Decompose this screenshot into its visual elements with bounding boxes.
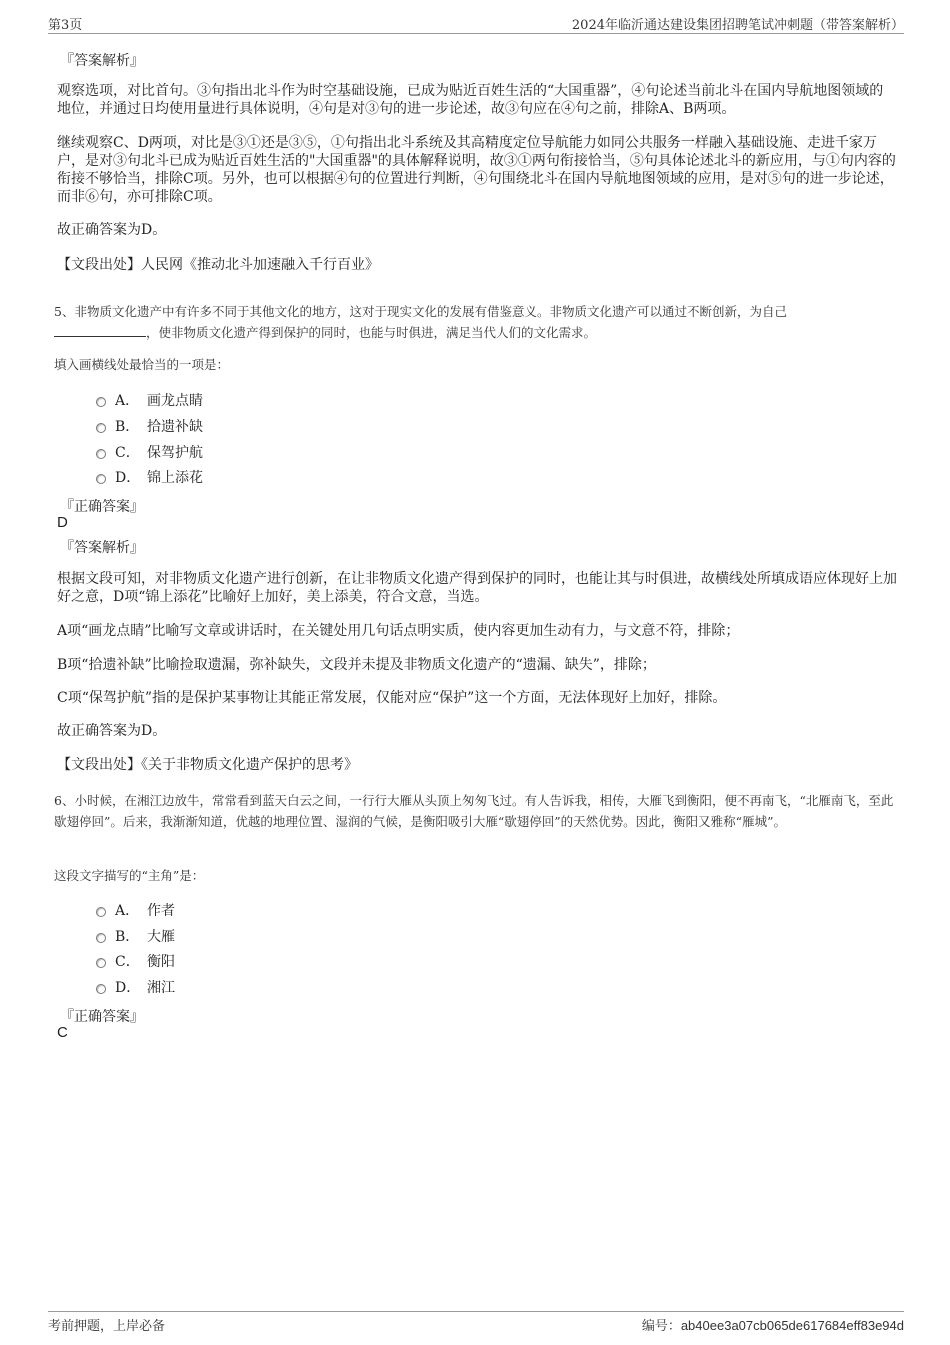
q4-analysis-label: 『答案解析』	[60, 53, 144, 69]
q5-stem-line1: 5、非物质文化遗产中有许多不同于其他文化的地方，这对于现实文化的发展有借鉴意义。非物质文化遗产可以通过不断创新，为自己	[54, 304, 787, 319]
footer-slogan: 考前押题，上岸必备	[48, 1319, 166, 1334]
q5-analysis-p1: 根据文段可知，对非物质文化遗产进行创新，在让非物质文化遗产得到保护的同时，也能让其与时俱进，故横线处所填成语应体现好上加好之意，D项“锦上添花”比喻好上加好，美上添美，符合文意，当选。	[57, 571, 897, 605]
radio-icon[interactable]	[96, 397, 106, 407]
radio-icon[interactable]	[96, 423, 106, 433]
q5-option-b[interactable]	[96, 416, 203, 436]
option-text: 保驾护航	[147, 445, 203, 461]
option-text: 湘江	[147, 980, 175, 996]
q5-option-a[interactable]	[96, 390, 203, 410]
document-title: 2024年临沂通达建设集团招聘笔试冲刺题（带答案解析）	[571, 18, 904, 33]
q4-source: 【文段出处】人民网《推动北斗加速融入千行百业》	[57, 257, 379, 273]
q5-option-c[interactable]	[96, 442, 203, 462]
q5-analysis-label: 『答案解析』	[60, 540, 144, 556]
q6-option-d[interactable]	[96, 977, 175, 997]
q4-analysis-p1: 观察选项，对比首句。③句指出北斗作为时空基础设施，已成为贴近百姓生活的“大国重器”，④句论述当前北斗在国内导航地图领域的地位，并通过日均使用量进行具体说明，④句是对③句的进一步论述，故③句应在④句之前，排除A、B两项。	[57, 83, 884, 117]
radio-icon[interactable]	[96, 449, 106, 459]
radio-icon[interactable]	[96, 933, 106, 943]
option-text: 锦上添花	[147, 470, 203, 486]
option-letter: D．	[115, 470, 141, 486]
q4-analysis-p2: 继续观察C、D两项，对比是③①还是③⑤，①句指出北斗系统及其高精度定位导航能力如同公共服务一样融入基础设施、走进千家万户，是对③句北斗已成为贴近百姓生活的"大国重器"的具体解释说明，故③①两句衔接恰当，⑤句具体论述北斗的新应用，与①句内容的衔接不够恰当，排除C项。另外，也可以根据④句的位置进行判断，④句围绕北斗在国内导航地图领域的应用，是对⑤句的进一步论述，而非⑥句，亦可排除C项。	[57, 135, 896, 205]
q6-stem: 6、小时候，在湘江边放牛，常常看到蓝天白云之间，一行行大雁从头顶上匆匆飞过。有人告诉我，相传，大雁飞到衡阳，便不再南飞，“北雁南飞，至此歇翅停回”。后来，我渐渐知道，优越的地理位置、湿润的气候，是衡阳吸引大雁“歇翅停回”的天然优势。因此，衡阳又雅称“雁城”。	[54, 793, 894, 829]
option-letter: C．	[115, 954, 140, 970]
q5-stem	[54, 301, 899, 343]
q6-answer-label: 『正确答案』	[60, 1009, 144, 1025]
q6-prompt: 这段文字描写的“主角”是：	[54, 868, 205, 883]
q5-answer-label: 『正确答案』	[60, 499, 144, 515]
q6-option-b[interactable]	[96, 926, 175, 946]
code-value: ab40ee3a07cb065de617684eff83e94d	[680, 1318, 904, 1333]
page-header	[48, 14, 904, 34]
option-text: 画龙点睛	[147, 393, 203, 409]
radio-icon[interactable]	[96, 984, 106, 994]
q5-analysis-pa: A项“画龙点睛”比喻写文章或讲话时，在关键处用几句话点明实质，使内容更加生动有力，与文意不符，排除；	[57, 623, 740, 639]
page-footer	[48, 1311, 904, 1333]
radio-icon[interactable]	[96, 907, 106, 917]
q6-option-c[interactable]	[96, 951, 175, 971]
q5-source: 【文段出处】《关于非物质文化遗产保护的思考》	[57, 757, 358, 773]
q5-stem-line2-text: ，使非物质文化遗产得到保护的同时，也能与时俱进，满足当代人们的文化需求。	[146, 325, 597, 340]
fill-blank	[54, 325, 146, 337]
page-number: 第3页	[48, 18, 83, 33]
option-letter: B．	[115, 419, 140, 435]
q6-option-a[interactable]	[96, 900, 175, 920]
option-letter: D．	[115, 980, 141, 996]
option-text: 拾遗补缺	[147, 419, 203, 435]
q5-stem-line2	[54, 322, 899, 343]
q4-conclusion: 故正确答案为D。	[57, 222, 167, 238]
q5-analysis-pc: C项“保驾护航”指的是保护某事物让其能正常发展，仅能对应“保护”这一个方面，无法体现好上加好，排除。	[57, 690, 727, 706]
q5-prompt: 填入画横线处最恰当的一项是：	[54, 357, 230, 372]
option-text: 作者	[147, 903, 175, 919]
q6-answer: C	[57, 1024, 68, 1041]
option-text: 大雁	[147, 929, 175, 945]
code-label: 编号：	[641, 1319, 681, 1334]
option-letter: C．	[115, 445, 140, 461]
q5-conclusion: 故正确答案为D。	[57, 723, 167, 739]
option-letter: B．	[115, 929, 140, 945]
q5-analysis-pb: B项“拾遗补缺”比喻捡取遗漏，弥补缺失，文段并未提及非物质文化遗产的“遗漏、缺失”，排除；	[57, 657, 656, 673]
footer-code	[642, 1315, 904, 1334]
option-letter: A．	[115, 393, 140, 409]
q5-answer: D	[57, 514, 68, 531]
radio-icon[interactable]	[96, 958, 106, 968]
option-text: 衡阳	[147, 954, 175, 970]
radio-icon[interactable]	[96, 474, 106, 484]
option-letter: A．	[115, 903, 140, 919]
q5-option-d[interactable]	[96, 467, 203, 487]
